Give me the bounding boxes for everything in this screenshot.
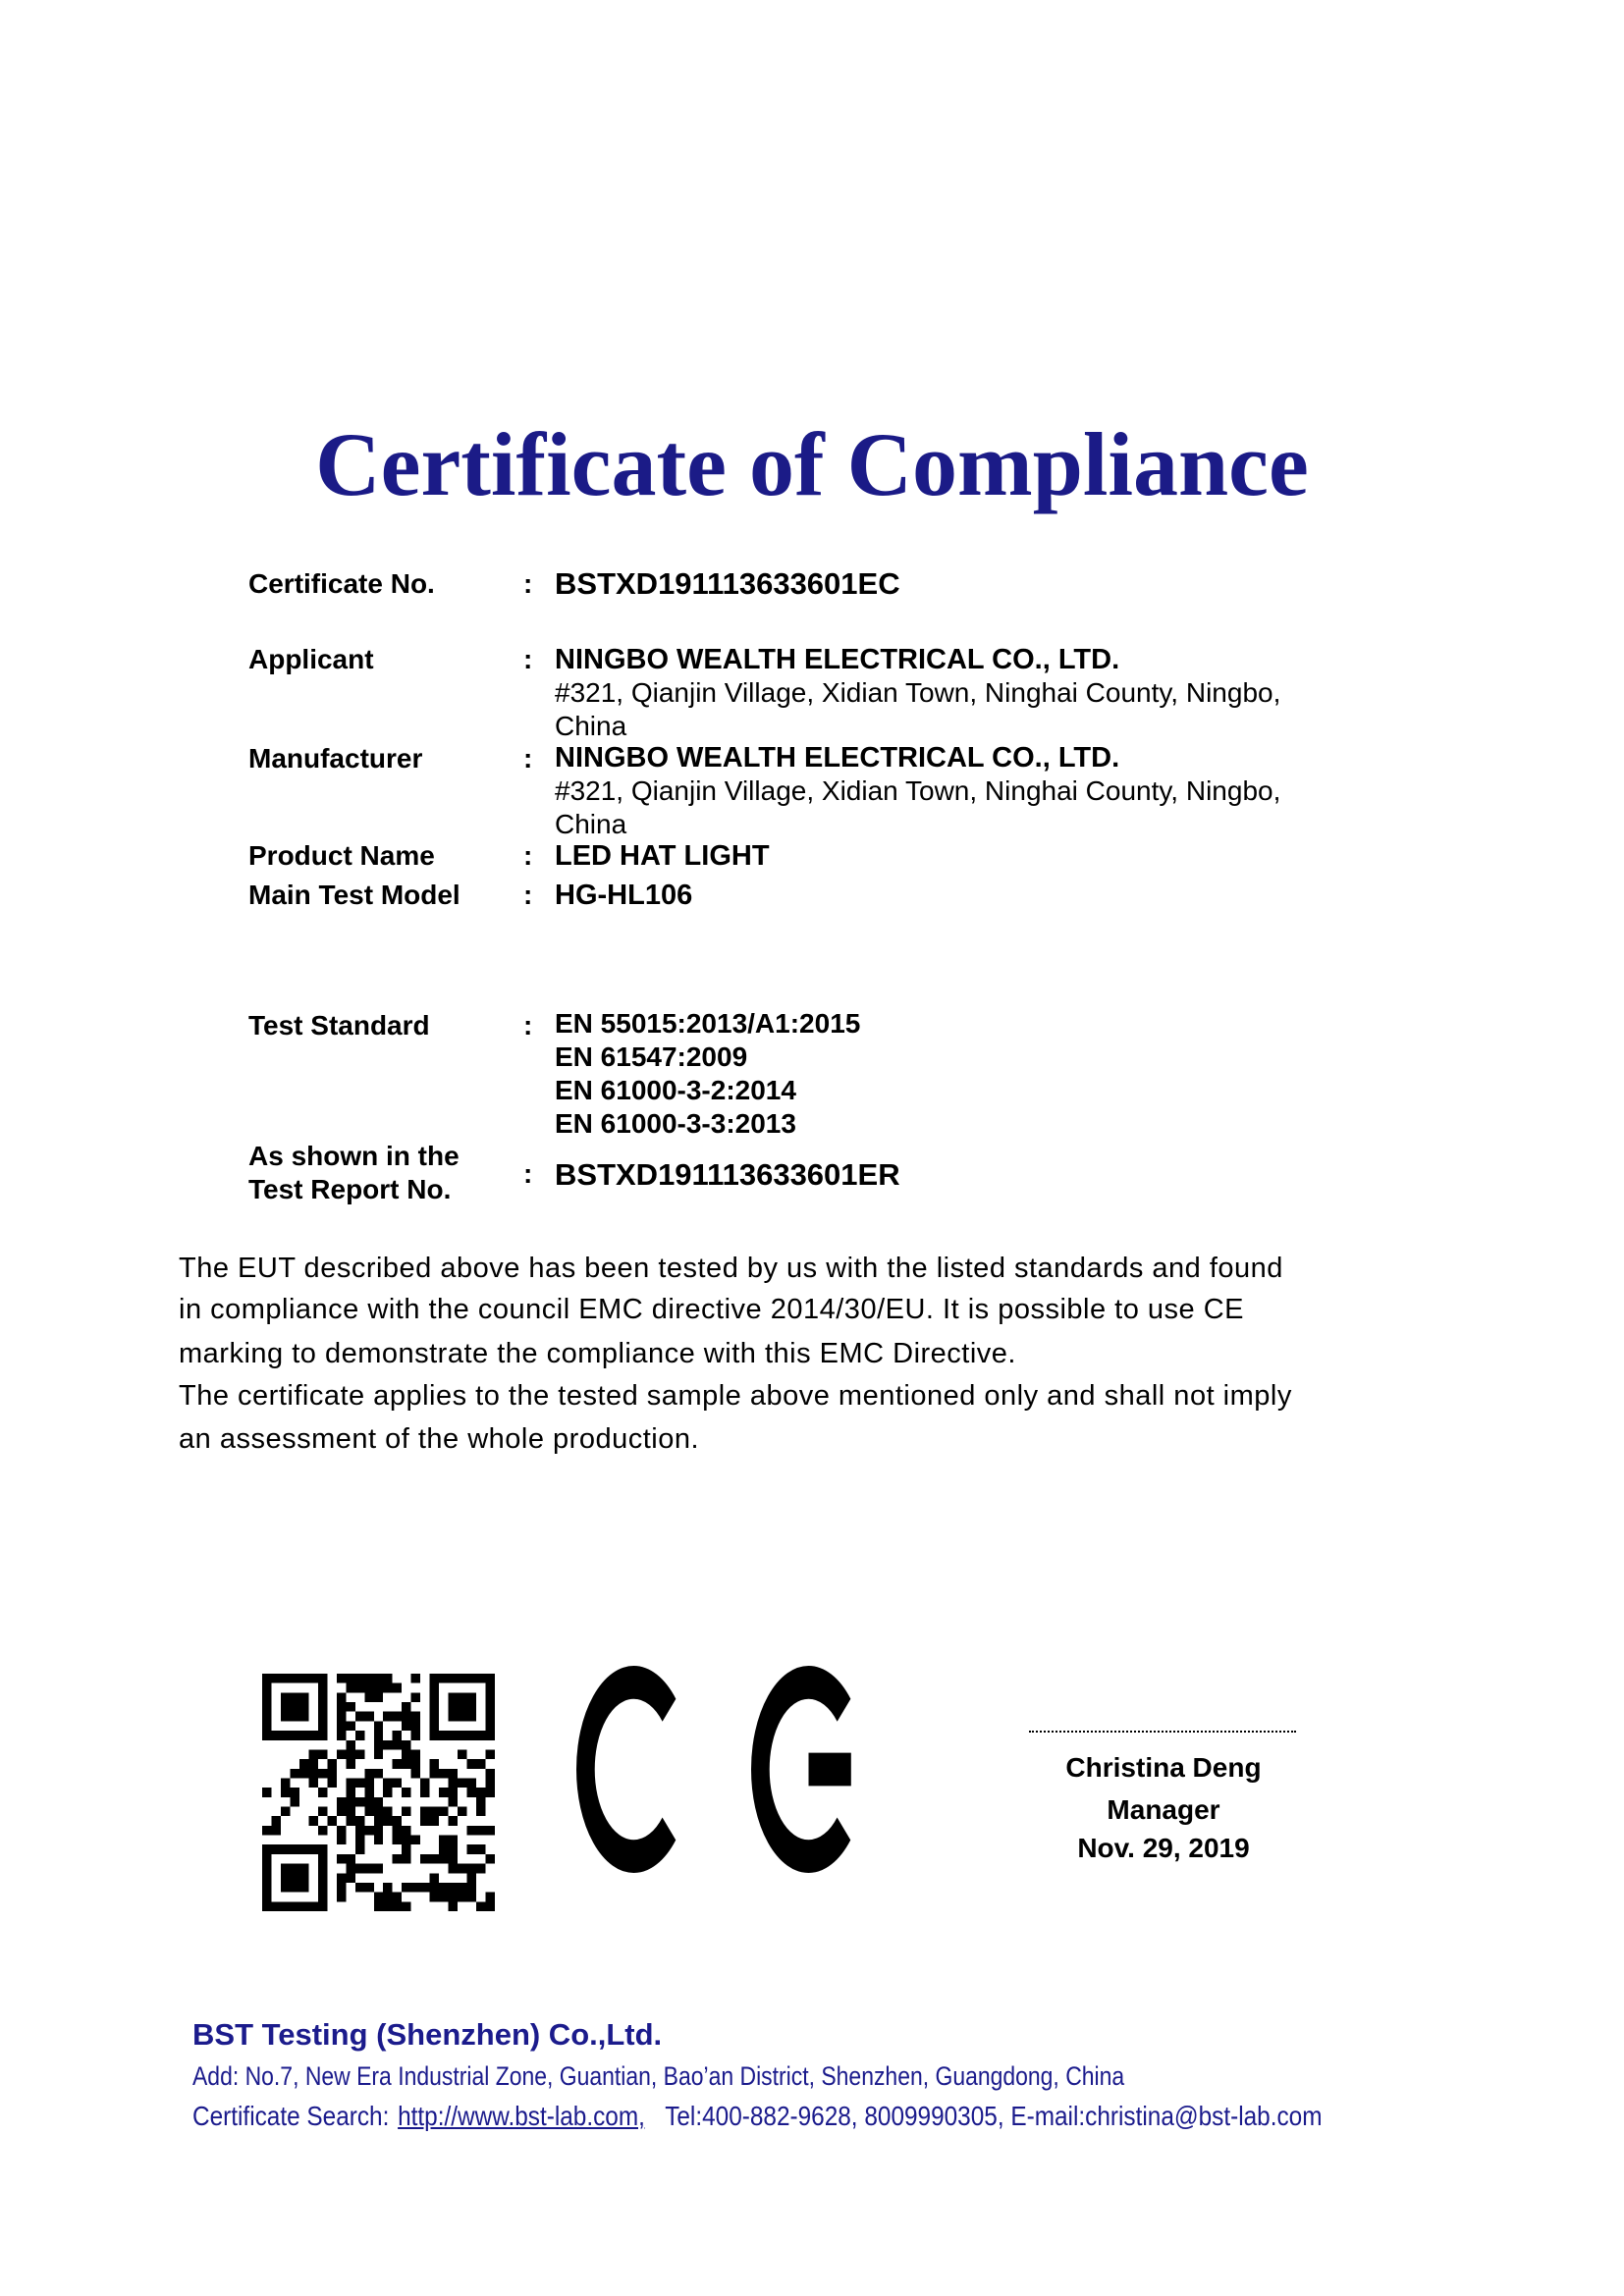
test-standard-label: Test Standard [248,1010,430,1041]
ce-mark-e-icon [751,1666,866,1873]
certificate-no-label: Certificate No. [248,568,435,599]
body-line-2: in compliance with the council EMC directive 2014/30/EU. It is possible to use CE [179,1294,1244,1325]
product-name-value: LED HAT LIGHT [555,840,770,872]
footer-certificate-search [192,2101,1322,2132]
applicant-label: Applicant [248,644,374,674]
certificate-no-value: BSTXD191113633601EC [555,566,900,601]
certificate-search-link[interactable]: http://www.bst-lab.com, [398,2101,645,2131]
applicant-address-2: China [555,711,627,741]
colon: : [523,1158,533,1189]
colon: : [523,1010,533,1041]
product-name-label: Product Name [248,840,435,871]
test-standard-1: EN 55015:2013/A1:2015 [555,1008,861,1039]
test-standard-2: EN 61547:2009 [555,1041,748,1072]
certificate-search-label: Certificate Search: [192,2101,390,2131]
body-line-3: marking to demonstrate the compliance with this EMC Directive. [179,1338,1016,1369]
body-line-4: The certificate applies to the tested sample above mentioned only and shall not imply [179,1380,1292,1412]
manufacturer-label: Manufacturer [248,743,423,774]
signature-dotted-line [1029,1731,1296,1733]
manufacturer-value [555,741,1280,841]
manufacturer-address-2: China [555,809,627,839]
footer-company-name: BST Testing (Shenzhen) Co.,Ltd. [192,2017,663,2052]
manufacturer-company: NINGBO WEALTH ELECTRICAL CO., LTD. [555,742,1120,774]
footer-address: Add: No.7, New Era Industrial Zone, Guantian, Bao’an District, Shenzhen, Guangdong, China [192,2061,1125,2091]
ce-mark-c-icon [576,1666,691,1873]
test-report-label-line2: Test Report No. [248,1174,452,1204]
body-line-1: The EUT described above has been tested by us with the listed standards and found [179,1253,1283,1284]
test-standard-values [555,1007,860,1141]
colon: : [523,840,533,871]
test-standard-3: EN 61000-3-2:2014 [555,1075,796,1105]
body-line-5: an assessment of the whole production. [179,1423,700,1455]
main-test-model-value: HG-HL106 [555,880,693,911]
colon: : [523,644,533,674]
colon: : [523,568,533,599]
signature-date: Nov. 29, 2019 [1077,1833,1250,1863]
page-title: Certificate of Compliance [315,414,1309,514]
applicant-address-1: #321, Qianjin Village, Xidian Town, Ninghai County, Ningbo, [555,677,1281,708]
manufacturer-address-1: #321, Qianjin Village, Xidian Town, Ninghai County, Ningbo, [555,775,1281,806]
signature-name: Christina Deng [1065,1752,1262,1783]
colon: : [523,743,533,774]
applicant-company: NINGBO WEALTH ELECTRICAL CO., LTD. [555,644,1120,675]
test-report-value: BSTXD191113633601ER [555,1157,900,1192]
main-test-model-label: Main Test Model [248,880,460,910]
colon: : [523,880,533,910]
test-report-label-line1: As shown in the [248,1141,460,1171]
test-standard-4: EN 61000-3-3:2013 [555,1108,796,1139]
footer-contact-info: Tel:400-882-9628, 8009990305, E-mail:christina@bst-lab.com [644,2101,1323,2131]
signature-role: Manager [1107,1794,1220,1825]
qr-code-icon [262,1674,495,1911]
applicant-value [555,643,1280,743]
